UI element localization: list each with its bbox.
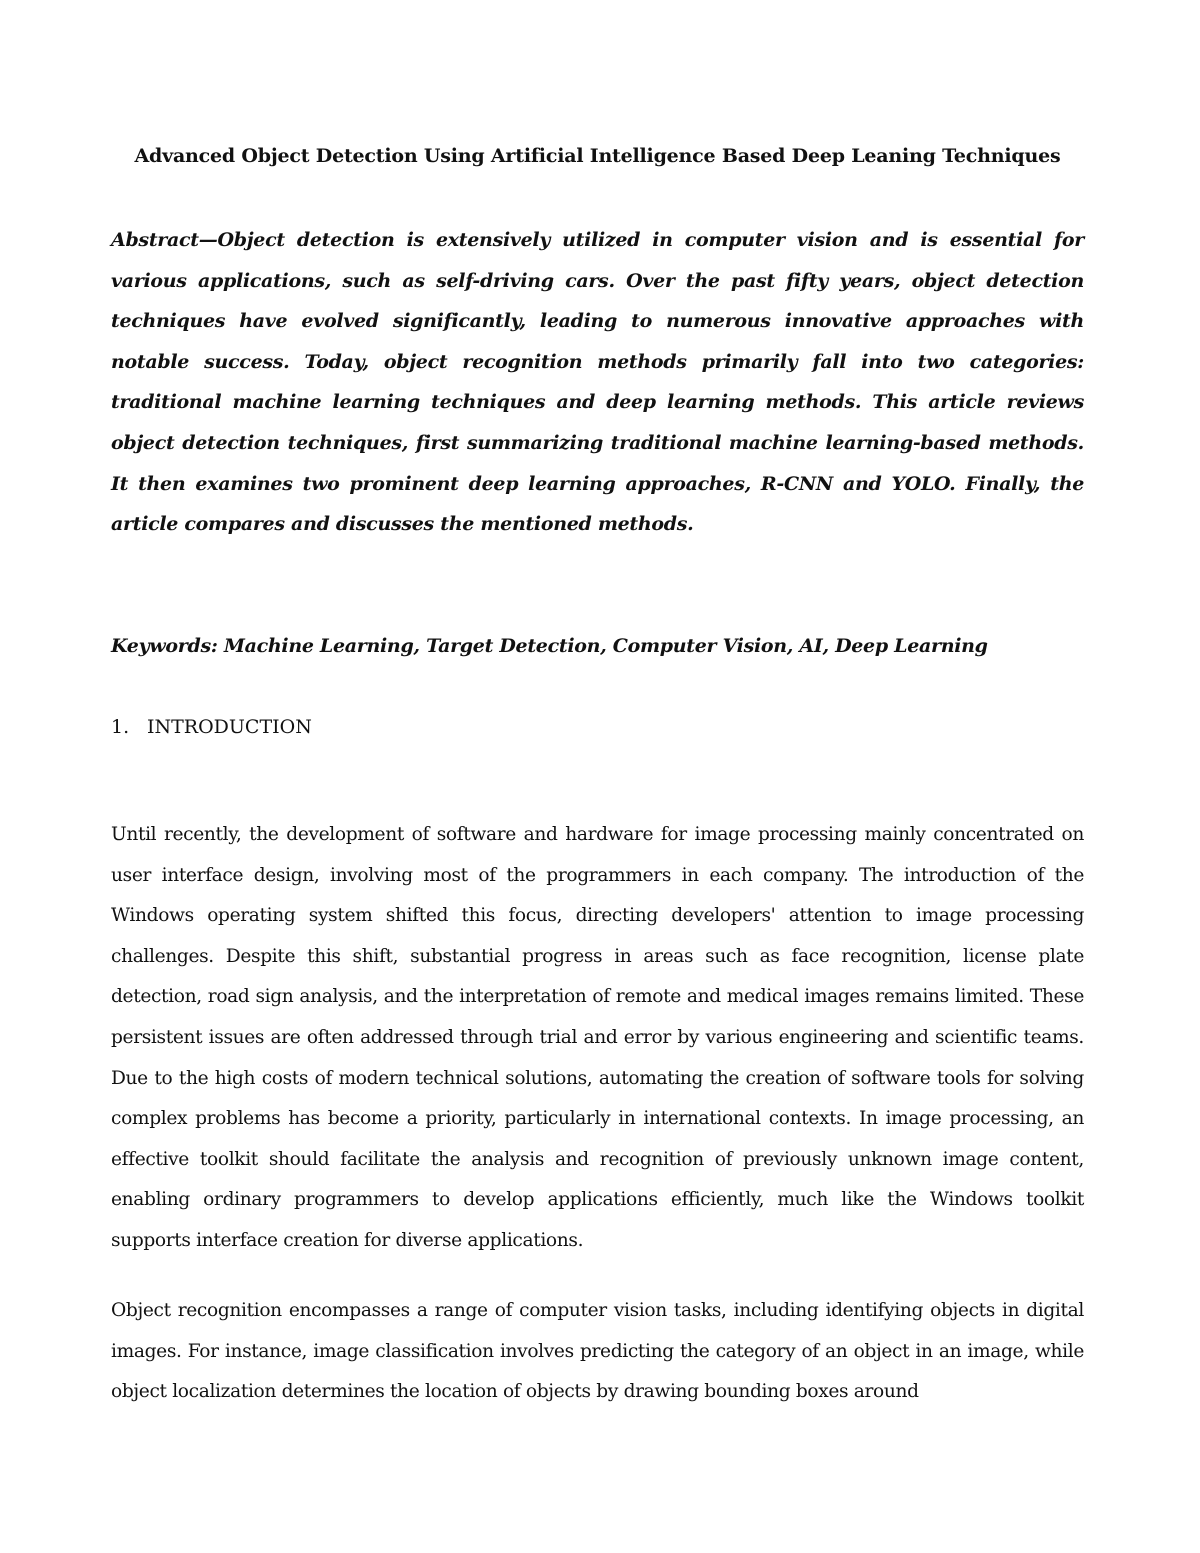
section-title: INTRODUCTION	[147, 716, 312, 738]
paper-title: Advanced Object Detection Using Artificial Intelligence Based Deep Leaning Techniques	[134, 145, 1061, 167]
body-paragraph-1: Until recently, the development of software and hardware for image processing mainly concentrated on user interface design, involving most of the programmers in each company. The introduction of the Windows operating system shifted this focus, directing developers' attention to image processing challenges. Despite this shift, substantial progress in areas such as face recognition, license plate detection, road sign analysis, and the interpretation of remote and medical images remains limited. These persistent issues are often addressed through trial and error by various engineering and scientific teams. Due to the high costs of modern technical solutions, automating the creation of software tools for solving complex problems has become a priority, particularly in international contexts. In image processing, an effective toolkit should facilitate the analysis and recognition of previously unknown image content, enabling ordinary programmers to develop applications efficiently, much like the Windows toolkit supports interface creation for diverse applications.	[111, 824, 1084, 1251]
body-paragraph-2: Object recognition encompasses a range of computer vision tasks, including identifying objects in digital images. For instance, image classification involves predicting the category of an object in an image, while object localization determines the location of objects by drawing bounding boxes around	[111, 1300, 1084, 1403]
section-heading-introduction	[111, 710, 1084, 744]
keywords-text: Keywords: Machine Learning, Target Detection, Computer Vision, AI, Deep Learning	[111, 635, 988, 657]
abstract-text: Abstract—Object detection is extensively utilized in computer vision and is essential for various applications, such as self-driving cars. Over the past fifty years, object detection techniques have evolved significantly, leading to numerous innovative approaches with notable success. Today, object recognition methods primarily fall into two categories: traditional machine learning techniques and deep learning methods. This article reviews object detection techniques, first summarizing traditional machine learning-based methods. It then examines two prominent deep learning approaches, R-CNN and YOLO. Finally, the article compares and discusses the mentioned methods.	[111, 229, 1084, 536]
section-number: 1.	[111, 716, 130, 738]
